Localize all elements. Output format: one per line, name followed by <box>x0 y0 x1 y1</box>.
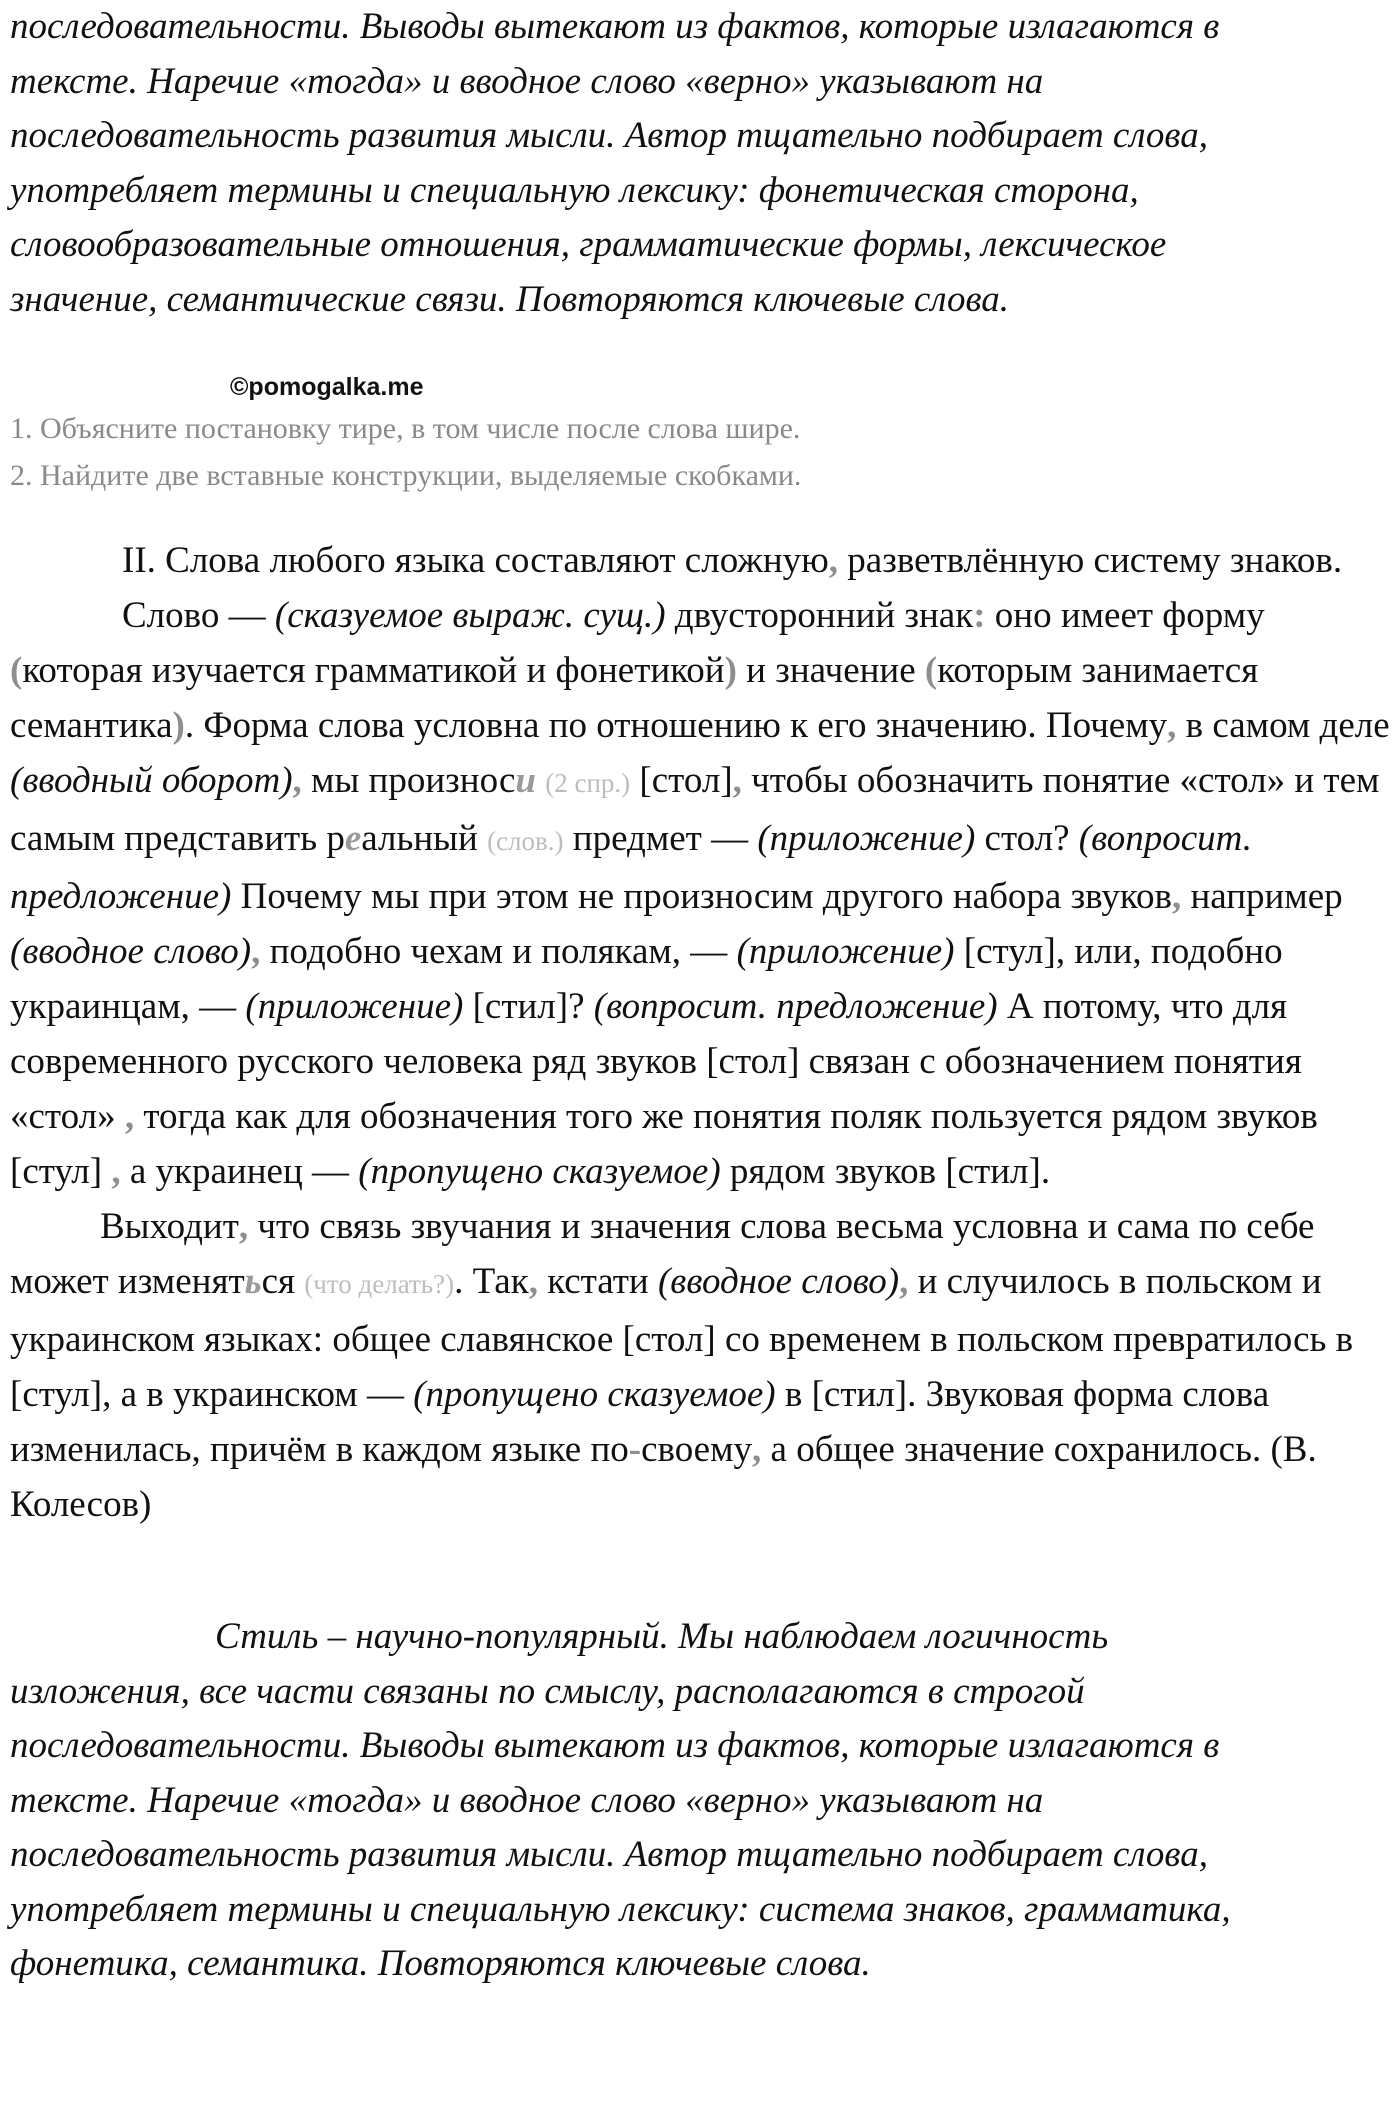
text-run: например <box>1181 876 1343 917</box>
text-run: в [стил]. Звуковая форма слова изменилась, причём в каждом языке по <box>10 1374 1270 1470</box>
punctuation-mark: , <box>1171 876 1182 917</box>
text-run: что связь звучания и значения слова весьма условна и сама по себе может изменят <box>10 1206 1315 1302</box>
punctuation-mark: : <box>973 595 986 636</box>
text-run: тогда как для обозначения того же понятия поляк пользуется рядом звуков [стул] <box>10 1096 1318 1192</box>
text-run: которая изучается грамматикой и фонетикой <box>22 650 725 691</box>
bottom-analysis-line: употребляет термины и специальную лексику: система знаков, грамматика, <box>10 1888 1231 1930</box>
text-run: альный <box>361 818 488 859</box>
annotation: (вводное слово) <box>10 931 252 972</box>
grammar-hint: (что делать?) <box>304 1269 455 1299</box>
text-run: своему <box>641 1429 753 1470</box>
annotation: (приложение) <box>245 986 464 1027</box>
highlighted-letter: ь <box>244 1261 262 1302</box>
annotation: (вводный оборот) <box>10 760 293 801</box>
punctuation-mark: ) <box>724 650 737 691</box>
text-run: и значение <box>736 650 925 691</box>
punctuation-mark: - <box>628 1429 642 1470</box>
top-analysis-line: словообразовательные отношения, грамматические формы, лексическое <box>10 224 1167 265</box>
text-run: Слово — <box>122 595 275 636</box>
text-run: . Так <box>454 1261 529 1302</box>
annotation: (сказуемое выраж. сущ.) <box>274 595 666 636</box>
annotation: (пропущено сказуемое) <box>358 1151 721 1192</box>
annotation: (приложение) <box>757 818 976 859</box>
top-analysis-line: тексте. Наречие «тогда» и вводное слово «верно» указывают на <box>10 60 1044 102</box>
annotation: (пропущено сказуемое) <box>413 1374 776 1415</box>
punctuation-mark: , <box>752 1429 762 1470</box>
punctuation-mark: , <box>238 1206 249 1247</box>
text-run: мы произнос <box>301 760 516 801</box>
punctuation-mark: , <box>828 540 839 581</box>
bottom-analysis-line: последовательности. Выводы вытекают из фактов, которые излагаются в <box>10 1725 1220 1766</box>
grammar-hint: (2 спр.) <box>545 768 631 798</box>
paragraph-3 <box>10 1199 1395 1532</box>
text-run: Выходит <box>100 1206 239 1247</box>
punctuation-mark: , <box>732 760 742 801</box>
annotation: (вопросит. предложение) <box>10 818 1253 917</box>
highlighted-letter: и <box>515 760 536 801</box>
bottom-analysis-line: тексте. Наречие «тогда» и вводное слово «верно» указывают на <box>10 1779 1044 1821</box>
watermark: ©pomogalka.me <box>230 373 424 401</box>
text-run: разветвлённую систему знаков. <box>838 540 1343 581</box>
text-run: [стол] <box>630 760 733 801</box>
punctuation-mark: , <box>111 1151 121 1192</box>
text-run: Почему мы при этом не произносим другого набора звуков <box>231 876 1172 917</box>
text-run: которым занимается семантика <box>10 650 1259 746</box>
punctuation-mark: ( <box>10 650 23 691</box>
bottom-analysis-line: изложения, все части связаны по смыслу, располагаются в строгой <box>10 1670 1085 1712</box>
punctuation-mark: ) <box>172 705 185 746</box>
text-run: [стил]? <box>463 986 594 1027</box>
main-text <box>10 533 1395 1532</box>
punctuation-mark: , <box>528 1261 538 1302</box>
text-run: стол? <box>975 818 1079 859</box>
question-1: 1. Объясните постановку тире, в том числе после слова шире. <box>10 412 801 445</box>
text-run: а общее значение сохранилось. (В. Колесов) <box>10 1429 1317 1525</box>
text-run: . Форма слова условна по отношению к его значению. Почему <box>184 705 1168 746</box>
annotation: (вводное слово) <box>657 1261 900 1302</box>
paragraph-2 <box>10 588 1395 1199</box>
text-run: кстати <box>537 1261 658 1302</box>
bottom-analysis-line: последовательность развития мысли. Автор тщательно подбирает слова, <box>10 1834 1208 1875</box>
document-page <box>10 0 1395 1992</box>
top-analysis-line: употребляет термины и специальную лексику: фонетическая сторона, <box>10 169 1139 211</box>
text-run: ся <box>261 1261 305 1302</box>
punctuation-mark: , <box>899 1261 909 1302</box>
top-analysis-line: последовательности. Выводы вытекают из фактов, которые излагаются в <box>10 6 1220 47</box>
question-2: 2. Найдите две вставные конструкции, выделяемые скобками. <box>10 459 802 492</box>
annotation: (приложение) <box>736 931 955 972</box>
text-run: II. Слова любого языка составляют сложную <box>122 540 829 581</box>
text-run: предмет — <box>563 818 758 859</box>
punctuation-mark: , <box>251 931 261 972</box>
text-run: рядом звуков [стил]. <box>720 1151 1051 1192</box>
highlighted-letter: е <box>344 818 362 859</box>
punctuation-mark: , <box>292 760 302 801</box>
punctuation-mark: , <box>1167 705 1177 746</box>
text-run: чтобы обозначить понятие «стол» и тем самым представить р <box>10 760 1380 859</box>
text-run: и случилось в польском и украинском языках: общее славянское [стол] со временем в польском превратилось в [стул], а в украинском — <box>10 1261 1354 1415</box>
bottom-analysis <box>10 1610 1395 1992</box>
top-analysis-line: последовательность развития мысли. Автор тщательно подбирает слова, <box>10 115 1208 156</box>
text-run: а украинец — <box>120 1151 359 1192</box>
bottom-analysis-line: Стиль – научно-популярный. Мы наблюдаем логичность <box>215 1616 1109 1657</box>
text-run: оно имеет форму <box>985 595 1265 636</box>
text-run: [стул], или, подобно украинцам, — <box>10 931 1283 1027</box>
text-run: подобно чехам и полякам, — <box>260 931 737 972</box>
text-run: А потому, что для современного русского человека ряд звуков [стол] связан с обозначением понятия «стол» <box>10 986 1302 1137</box>
text-run: двусторонний знак <box>665 595 974 636</box>
punctuation-mark: ( <box>924 650 938 691</box>
bottom-analysis-line: фонетика, семантика. Повторяются ключевые слова. <box>10 1943 871 1984</box>
punctuation-mark: , <box>124 1096 135 1137</box>
grammar-hint: (слов.) <box>487 826 564 856</box>
annotation: (вопросит. предложение) <box>593 986 998 1027</box>
top-analysis <box>10 0 1395 327</box>
text-run: в самом деле <box>1176 705 1390 746</box>
paragraph-1 <box>10 533 1395 588</box>
top-analysis-line: значение, семантические связи. Повторяются ключевые слова. <box>10 278 1009 320</box>
questions <box>10 405 1395 499</box>
